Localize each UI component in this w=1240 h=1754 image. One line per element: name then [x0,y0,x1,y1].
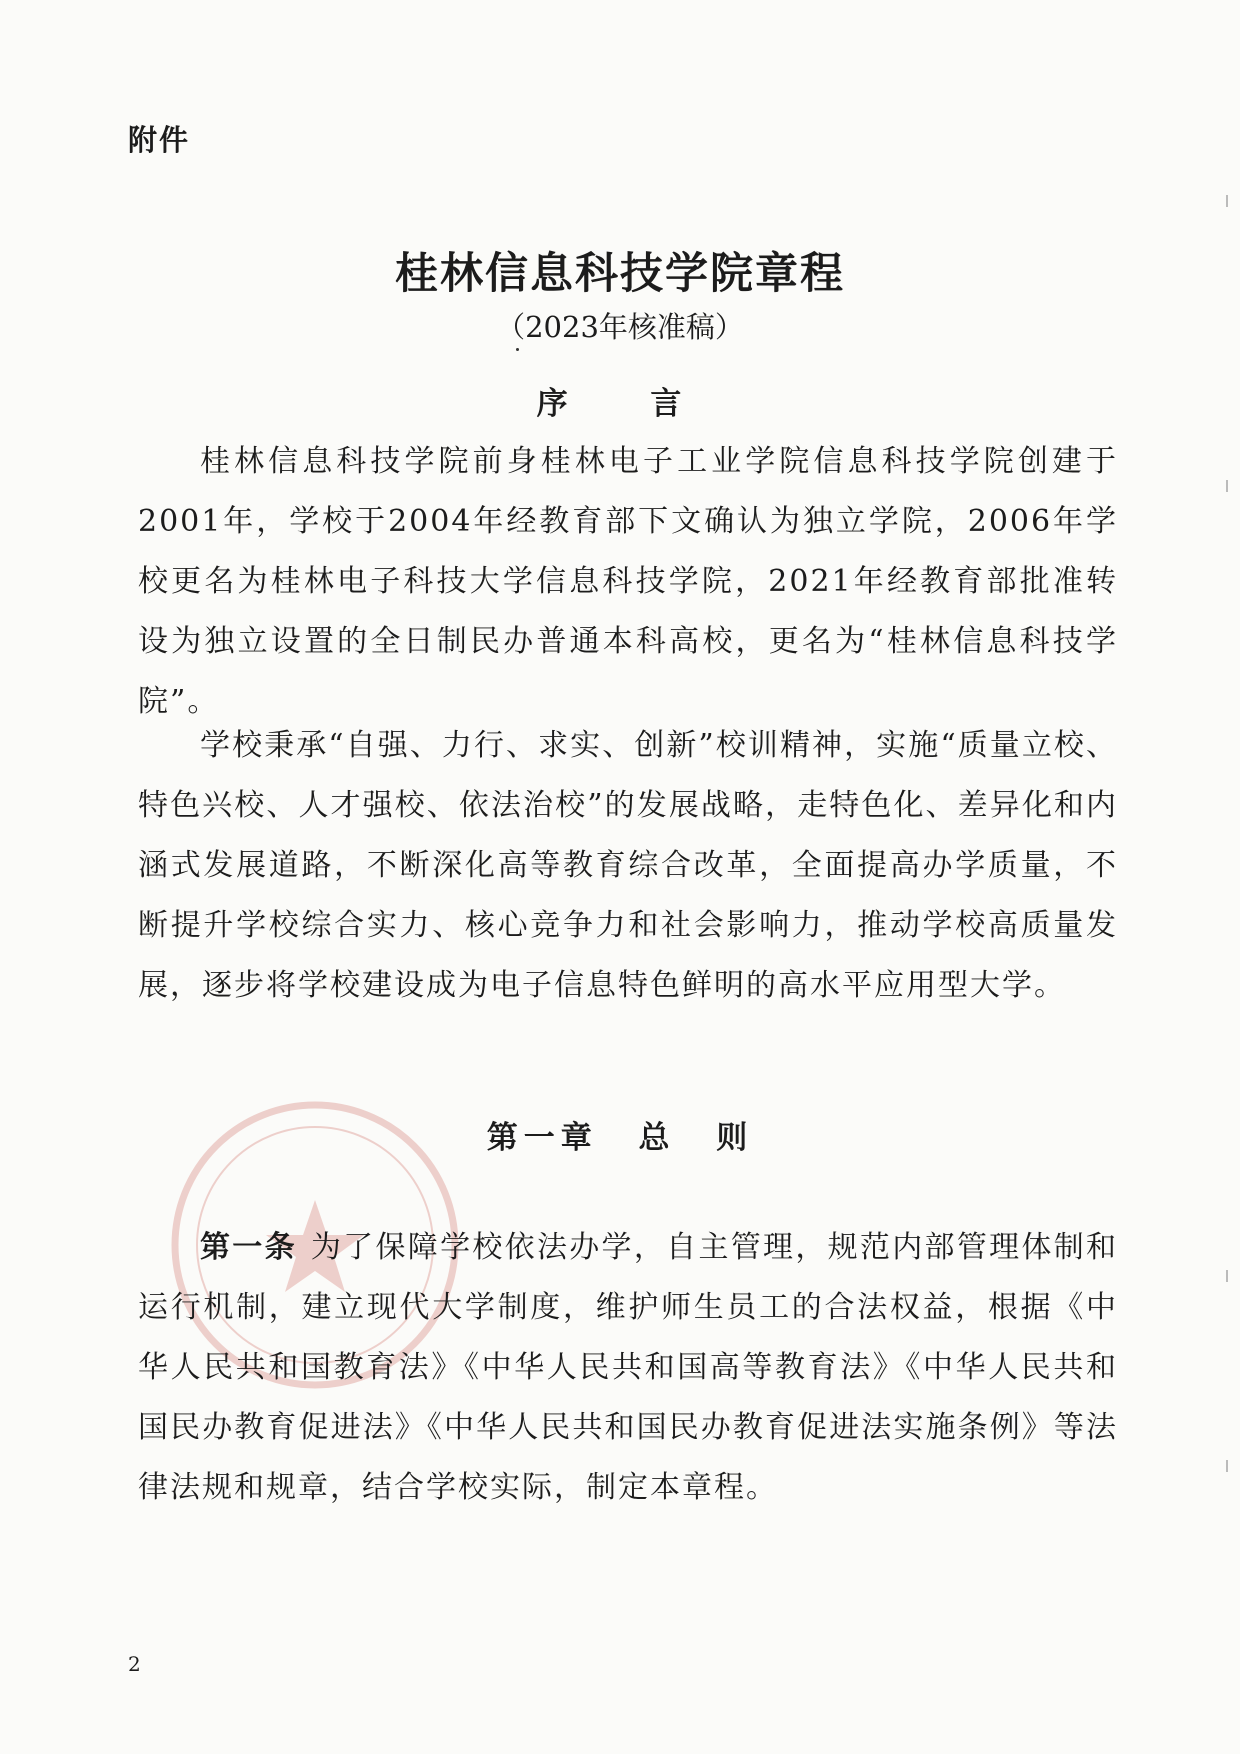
scan-edge-mark [1226,1460,1228,1472]
scan-edge-mark [1226,195,1228,207]
article-1-text: 为了保障学校依法办学，自主管理，规范内部管理体制和运行机制，建立现代大学制度，维护师生员工的合法权益，根据《中华人民共和国教育法》《中华人民共和国高等教育法》《中华人民共和国民办教育促进法》《中华人民共和国民办教育促进法实施条例》等法律法规和规章，结合学校实际，制定本章程。 [138,1230,1119,1505]
scan-edge-mark [1226,1270,1228,1282]
preface-paragraph-1: 桂林信息科技学院前身桂林电子工业学院信息科技学院创建于2001年，学校于2004年经教育部下文确认为独立学院，2006年学校更名为桂林电子科技大学信息科技学院，2021年经教育部批准转设为独立设置的全日制民办普通本科高校，更名为“桂林信息科技学院”。 [138,444,1118,719]
document-subtitle: （2023年核准稿） [496,310,744,344]
page-number: 2 [128,1652,141,1676]
article-1-paragraph [138,1218,1118,1518]
scan-dot [516,348,519,351]
attachment-label: 附件 [128,123,191,157]
document-title: 桂林信息科技学院章程 [395,249,845,299]
preface-heading: 序 言 [536,386,704,422]
preface-paragraph-2: 学校秉承“自强、力行、求实、创新”校训精神，实施“质量立校、特色兴校、人才强校、依法治校”的发展战略，走特色化、差异化和内涵式发展道路，不断深化高等教育综合改革，全面提高办学质量，不断提升学校综合实力、核心竞争力和社会影响力，推动学校高质量发展，逐步将学校建设成为电子信息特色鲜明的高水平应用型大学。 [138,728,1118,1003]
scan-edge-mark [1226,480,1228,492]
article-1-label: 第一条 [200,1230,297,1265]
chapter-heading: 第一章 总 则 [486,1120,754,1156]
